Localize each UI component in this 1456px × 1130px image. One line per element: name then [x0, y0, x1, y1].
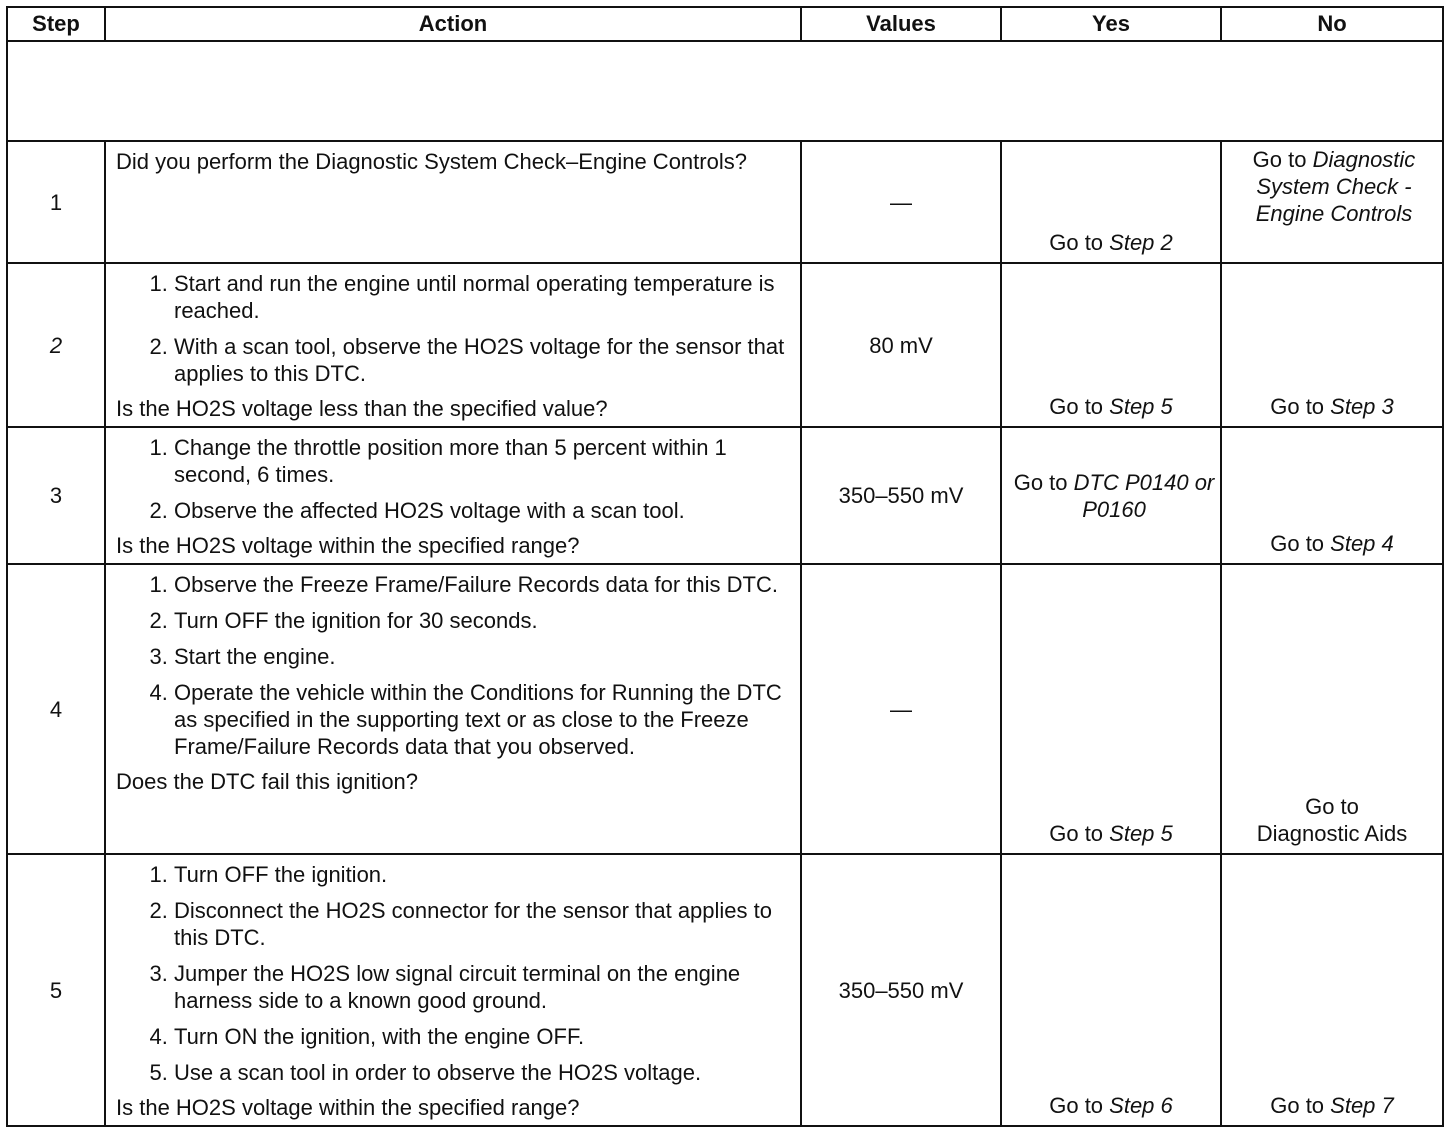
list-item: 1. Turn OFF the ignition. [174, 861, 792, 888]
yes-link[interactable]: Step 2 [1109, 230, 1173, 255]
yes-link[interactable]: Step 6 [1109, 1093, 1173, 1118]
value-cell: — [801, 141, 1001, 263]
list-item: 3. Start the engine. [174, 643, 792, 670]
list-item: 4. Turn ON the ignition, with the engine OFF. [174, 1023, 792, 1050]
header-action: Action [105, 7, 801, 41]
yes-cell [1001, 427, 1221, 564]
question-text: Did you perform the Diagnostic System Check–Engine Controls? [116, 149, 747, 174]
header-step: Step [7, 7, 105, 41]
table-row-step-1 [7, 141, 1443, 263]
no-cell [1221, 141, 1443, 263]
action-list [116, 571, 792, 760]
yes-link[interactable]: DTC P0140 or P0160 [1073, 469, 1215, 522]
value-cell: 350–550 mV [801, 854, 1001, 1126]
no-cell [1221, 427, 1443, 564]
step-number: 5 [7, 854, 105, 1126]
table-row-step-3 [7, 427, 1443, 564]
yes-prefix: Go to [1049, 394, 1110, 419]
value-cell: 80 mV [801, 263, 1001, 427]
no-cell [1221, 854, 1443, 1126]
no-prefix: Go to [1252, 147, 1313, 172]
list-item: 2. Observe the affected HO2S voltage with a scan tool. [174, 497, 792, 524]
header-no: No [1221, 7, 1443, 41]
list-item: 2. Turn OFF the ignition for 30 seconds. [174, 607, 792, 634]
no-prefix: Go to [1270, 1093, 1331, 1118]
list-item: 1. Observe the Freeze Frame/Failure Records data for this DTC. [174, 571, 792, 598]
yes-cell [1001, 263, 1221, 427]
step-number: 4 [7, 564, 105, 854]
no-cell [1221, 564, 1443, 854]
no-link[interactable]: Step 3 [1330, 394, 1394, 419]
yes-link[interactable]: Step 5 [1109, 821, 1173, 846]
header-yes: Yes [1001, 7, 1221, 41]
table-row-step-5 [7, 854, 1443, 1126]
yes-prefix: Go to [1049, 821, 1110, 846]
list-item: 1. Change the throttle position more than 5 percent within 1 second, 6 times. [174, 434, 792, 488]
action-list [116, 434, 792, 524]
no-prefix: Go to [1270, 394, 1331, 419]
blank-cell [7, 41, 1443, 141]
list-item: 5. Use a scan tool in order to observe the HO2S voltage. [174, 1059, 792, 1086]
list-item: 2. With a scan tool, observe the HO2S voltage for the sensor that applies to this DTC. [174, 333, 792, 387]
action-cell [105, 263, 801, 427]
diagnostic-table [6, 6, 1444, 1127]
value-cell: 350–550 mV [801, 427, 1001, 564]
header-row [7, 7, 1443, 41]
no-link[interactable]: Step 7 [1330, 1093, 1394, 1118]
action-cell [105, 141, 801, 263]
question-text: Is the HO2S voltage within the specified range? [116, 533, 580, 558]
no-link[interactable]: Diagnostic Aids [1256, 821, 1408, 846]
yes-prefix: Go to [1013, 469, 1074, 495]
step-number: 1 [7, 141, 105, 263]
yes-prefix: Go to [1049, 1093, 1110, 1118]
action-cell [105, 854, 801, 1126]
list-item: 1. Start and run the engine until normal operating temperature is reached. [174, 270, 792, 324]
value-cell: — [801, 564, 1001, 854]
yes-cell [1001, 564, 1221, 854]
no-link[interactable]: Diagnostic System Check - Engine Controls [1255, 147, 1416, 226]
table-row-step-2 [7, 263, 1443, 427]
table-row-step-4 [7, 564, 1443, 854]
no-prefix: Go to [1270, 531, 1331, 556]
blank-row [7, 41, 1443, 141]
question-text: Is the HO2S voltage less than the specified value? [116, 396, 608, 421]
header-values: Values [801, 7, 1001, 41]
list-item: 2. Disconnect the HO2S connector for the sensor that applies to this DTC. [174, 897, 792, 951]
yes-link[interactable]: Step 5 [1109, 394, 1173, 419]
list-item: 3. Jumper the HO2S low signal circuit terminal on the engine harness side to a known good ground. [174, 960, 792, 1014]
action-cell [105, 427, 801, 564]
no-line-1: Go to [1305, 794, 1359, 819]
yes-cell [1001, 141, 1221, 263]
action-list [116, 861, 792, 1086]
action-list [116, 270, 792, 387]
step-number: 3 [7, 427, 105, 564]
yes-prefix: Go to [1049, 230, 1110, 255]
yes-cell [1001, 854, 1221, 1126]
list-item: 4. Operate the vehicle within the Conditions for Running the DTC as specified in the supporting text or as close to the Freeze Frame/Failure Records data that you observed. [174, 679, 792, 760]
question-text: Is the HO2S voltage within the specified range? [116, 1095, 580, 1120]
no-link[interactable]: Step 4 [1330, 531, 1394, 556]
question-text: Does the DTC fail this ignition? [116, 769, 419, 794]
no-cell [1221, 263, 1443, 427]
step-number: 2 [7, 263, 105, 427]
action-cell [105, 564, 801, 854]
